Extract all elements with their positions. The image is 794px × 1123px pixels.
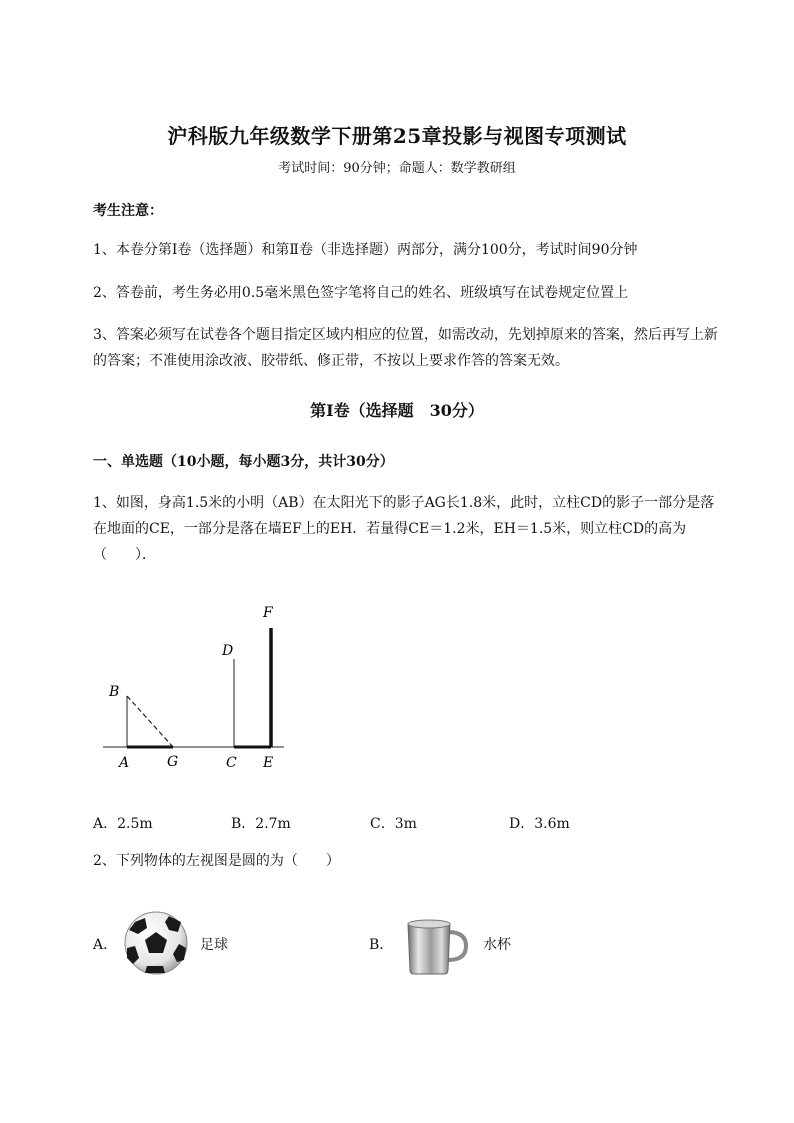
label-c: C [226, 755, 237, 771]
question-2-text: 2、下列物体的左视图是圆的为（ ） [93, 853, 340, 869]
question-1-text: 1、如图，身高1.5米的小明（AB）在太阳光下的影子AG长1.8米，此时，立柱CD的影子一部分是落在地面的CE，一部分是落在墙EF上的EH．若量得CE＝1.2米，EH＝1.5米，则立柱CD的高为（ ）． [93, 495, 715, 563]
soccer-ball-icon [123, 910, 189, 976]
part-title: 一、单选题（10小题，每小题3分，共计30分） [93, 454, 394, 470]
question-1-figure [90, 595, 300, 780]
sun-ray-bg [127, 696, 173, 747]
label-e: E [263, 755, 274, 771]
label-f: F [263, 605, 273, 621]
q1-option-c[interactable]: C．3m [370, 816, 417, 832]
q1-option-d[interactable]: D．3.6m [509, 816, 570, 832]
section-title: 第I卷（选择题 30分） [310, 401, 484, 420]
q2-option-a-letter[interactable]: A． [93, 937, 118, 953]
notice-heading: 考生注意： [93, 203, 163, 219]
page-title: 沪科版九年级数学下册第25章投影与视图专项测试 [167, 124, 627, 148]
label-d: D [222, 643, 234, 659]
notice-item-3: 3、答案必须写在试卷各个题目指定区域内相应的位置，如需改动，先划掉原来的答案，然后再写上新的答案；不准使用涂改液、胶带纸、修正带，不按以上要求作答的答案无效。 [93, 327, 718, 369]
q2-option-a-label: 足球 [200, 937, 228, 953]
q2-option-b-letter[interactable]: B． [369, 937, 394, 953]
notice-item-2: 2、答卷前，考生务必用0.5毫米黑色签字笔将自己的姓名、班级填写在试卷规定位置上 [93, 285, 629, 301]
q2-option-b-label: 水杯 [483, 937, 511, 953]
q1-option-b[interactable]: B．2.7m [231, 816, 291, 832]
exam-subtitle: 考试时间：90分钟；命题人：数学教研组 [278, 161, 516, 176]
label-g: G [167, 754, 179, 770]
label-a: A [119, 755, 130, 771]
notice-item-1: 1、本卷分第I卷（选择题）和第Ⅱ卷（非选择题）两部分，满分100分，考试时间90分钟 [93, 242, 638, 258]
steel-cup-icon [404, 918, 468, 976]
q1-option-a[interactable]: A．2.5m [93, 816, 153, 832]
label-b: B [109, 684, 120, 700]
